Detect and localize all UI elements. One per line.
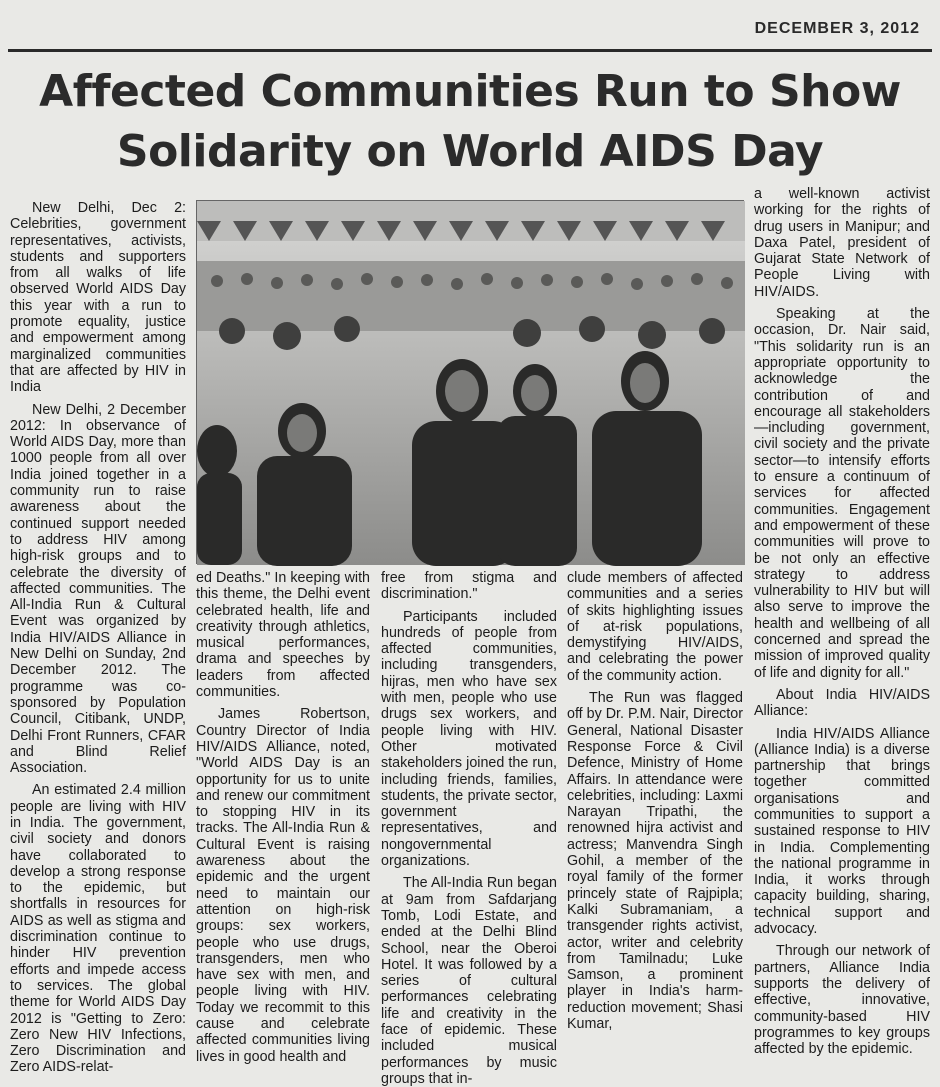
paragraph: James Robertson, Country Director of India HIV/AIDS Alliance, noted, "World AIDS Day is an opportunity for us to unite and renew our commitment to stopping HIV in its tracks. The All-India Run & Cultural Event is raising awareness about the epidemic and the urgent need to maintain our attention on high-risk groups: sex workers, people who use drugs, transgenders, men who have sex with men, and people living with HIV. Today we recommit to this cause and celebrate affected communities living lives in good health and: [196, 706, 370, 1065]
paragraph: New Delhi, 2 December 2012: In observance of World AIDS Day, more than 1000 people from all over India joined together in a community run to raise awareness about the continued support needed to address HIV among high-risk groups and to celebrate the diversity of affected communities. The All-India Run & Cultural Event was organized by India HIV/AIDS Alliance in New Delhi on Sunday, 2nd December 2012. The programme was co-sponsored by Population Council, Citibank, UNDP, Delhi Front Runners, CFAR and Blind Relief Association.: [10, 401, 186, 777]
paragraph: India HIV/AIDS Alliance (Alliance India) is a diverse partnership that brings together committed organisations and communities to support a sustained response to HIV in India. Complementing the national programme in India, it works through capacity building, sharing, technical support and advocacy.: [754, 725, 930, 938]
paragraph: ed Deaths." In keeping with this theme, the Delhi event celebrated health, life and creativity through athletics, musical performances, drama and speeches by leaders from affected communities.: [196, 570, 370, 701]
paragraph: The Run was flagged off by Dr. P.M. Nair, Director General, National Disaster Response Force & Civil Defence, Ministry of Home Affairs. In attendance were celebrities, including: Laxmi Narayan Tripathi, the renowned hijra activist and actress; Manvendra Singh Gohil, a member of the royal family of the former princely state of Rajpipla; Kalki Subramaniam, a transgender rights activist, actor, writer and celebrity from Tamilnadu; Luke Samson, a prominent player in India's harm-reduction movement; Shasi Kumar,: [567, 690, 743, 1033]
article-column-5: [754, 186, 930, 1058]
paragraph: The All-India Run began at 9am from Safdarjang Tomb, Lodi Estate, and ended at the Delhi Blind School, near the Oberoi Hotel. It was followed by a series of cultural performances celebrating life and creativity in the face of epidemic. These included musical performances by music groups that in-: [381, 875, 557, 1087]
headline-line-1: Affected Communities Run to Show: [39, 66, 901, 117]
paragraph: New Delhi, Dec 2: Celebrities, government representatives, activists, students and supporters from all walks of life observed World AIDS Day this year with a run to promote equality, justice and empowerment among marginalized communities that are affected by HIV in India: [10, 200, 186, 396]
article-column-1: [10, 200, 186, 1076]
header-rule: [8, 49, 932, 52]
paragraph: Through our network of partners, Alliance India supports the delivery of effective, innovative, community-based HIV programmes to key groups affected by the epidemic.: [754, 943, 930, 1058]
article-column-3: [381, 570, 557, 1087]
paragraph: a well-known activist working for the rights of drug users in Manipur; and Daxa Patel, president of Gujarat State Network of People Living with HIV/AIDS.: [754, 186, 930, 300]
paragraph: clude members of affected communities and a series of skits highlighting issues of at-risk populations, demystifying HIV/AIDS, and celebrating the power of the community action.: [567, 570, 743, 684]
headline-line-2: Solidarity on World AIDS Day: [116, 126, 824, 177]
headline: [0, 62, 940, 182]
article-column-4: [567, 570, 743, 1042]
paragraph: An estimated 2.4 million people are living with HIV in India. The government, civil society and donors have collaborated to develop a strong response to the epidemic, but shortfalls in resources for AIDS as well as stigma and discrimination continue to hinder HIV prevention efforts and impede access to services. The global theme for World AIDS Day 2012 is "Getting to Zero: Zero New HIV Infections, Zero Discrimination and Zero AIDS-relat-: [10, 782, 186, 1076]
paragraph: Participants included hundreds of people from affected communities, including transgenders, hijras, men who have sex with men, people who use drugs sex workers, and people living with HIV. Other motivated stakeholders joined the run, including friends, families, students, the private sector, government representatives, and nongovernmental organizations.: [381, 608, 557, 870]
paragraph: Speaking at the occasion, Dr. Nair said, "This solidarity run is an appropriate opportunity to acknowledge the contribution of and encourage all stakeholders—including government, civil society and the private sector—to intensify efforts to ensure a continuum of services for affected communities. Engagement and empowerment of these communities will prove to be not only an effective strategy to address vulnerability to HIV but will also serve to improve the health and wellbeing of all concerned and spread the mission of improved quality of life and dignity for all.": [754, 306, 930, 681]
paragraph: free from stigma and discrimination.": [381, 570, 557, 603]
article-column-2: [196, 570, 370, 1065]
publication-date: DECEMBER 3, 2012: [754, 20, 920, 37]
crowd-photo: [196, 200, 744, 564]
subheading: About India HIV/AIDS Alliance:: [754, 686, 930, 720]
